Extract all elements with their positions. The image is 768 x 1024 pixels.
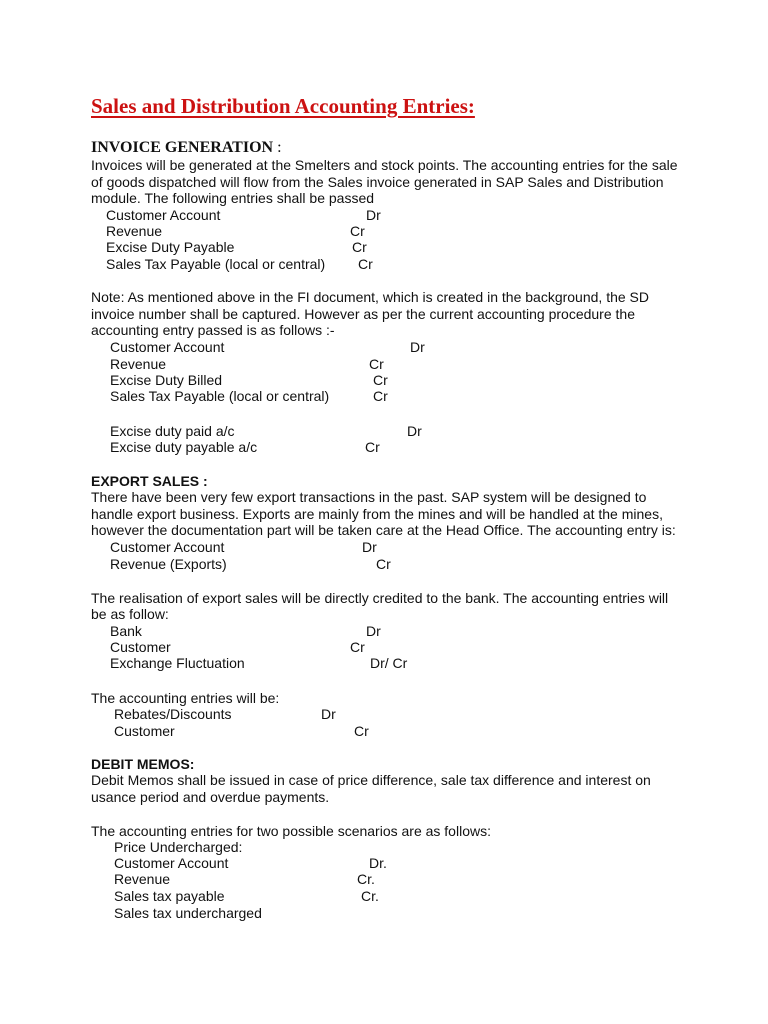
- entry-account: Revenue: [114, 871, 171, 887]
- entry-account: Bank: [110, 623, 142, 639]
- paragraph-line: module. The following entries shall be passed: [91, 190, 375, 206]
- entry-type: Dr: [366, 623, 381, 639]
- paragraph-line: usance period and overdue payments.: [91, 789, 330, 805]
- page-title: Sales and Distribution Accounting Entries:: [91, 94, 475, 118]
- invoice-generation-heading-text: INVOICE GENERATION: [91, 139, 274, 156]
- entry-type: Cr: [373, 388, 388, 404]
- entry-type: Dr: [407, 423, 422, 439]
- entry-account: Exchange Fluctuation: [110, 655, 245, 671]
- entry-account: Excise Duty Payable: [106, 239, 235, 255]
- entry-account: Excise duty payable a/c: [110, 439, 258, 455]
- entry-type: Cr: [376, 556, 391, 572]
- entry-account: Revenue: [106, 223, 163, 239]
- entry-type: Dr: [410, 339, 425, 355]
- note-line: accounting entry passed is as follows :-: [91, 322, 335, 338]
- entry-type: Dr.: [369, 855, 387, 871]
- entry-account: Sales Tax Payable (local or central): [110, 388, 330, 404]
- entry-type: Cr: [358, 256, 373, 272]
- entry-type: Cr: [369, 356, 384, 372]
- entry-account: Rebates/Discounts: [114, 706, 232, 722]
- entry-type: Cr.: [357, 871, 375, 887]
- paragraph-line: be as follow:: [91, 606, 169, 622]
- entry-account: Customer: [110, 639, 171, 655]
- entry-type: Dr: [321, 706, 336, 722]
- paragraph-line: Debit Memos shall be issued in case of price difference, sale tax difference and interest on: [91, 772, 651, 788]
- paragraph-line: handle export business. Exports are mainly from the mines and will be handled at the mines,: [91, 506, 663, 522]
- entry-account: Excise Duty Billed: [110, 372, 223, 388]
- note-line: Note: As mentioned above in the FI document, which is created in the background, the SD: [91, 289, 649, 305]
- section-heading-export-sales: EXPORT SALES :: [91, 473, 208, 489]
- entry-type: Dr/ Cr: [370, 655, 408, 671]
- entry-type: Cr: [352, 239, 367, 255]
- note-line: invoice number shall be captured. However as per the current accounting procedure the: [91, 306, 635, 322]
- paragraph-line: Invoices will be generated at the Smelters and stock points. The accounting entries for the sale: [91, 157, 678, 173]
- entry-account: Excise duty paid a/c: [110, 423, 235, 439]
- entry-account: Customer Account: [114, 855, 229, 871]
- entry-type: Cr: [350, 639, 365, 655]
- entry-account: Customer Account: [110, 539, 225, 555]
- entry-account: Sales tax payable: [114, 888, 225, 904]
- entry-account: Revenue (Exports): [110, 556, 227, 572]
- paragraph-line: The accounting entries for two possible scenarios are as follows:: [91, 823, 491, 839]
- section-heading-invoice-generation: [91, 139, 282, 157]
- entry-account: Sales Tax Payable (local or central): [106, 256, 326, 272]
- entry-account: Customer Account: [106, 207, 221, 223]
- entry-type: Dr: [362, 539, 377, 555]
- entry-account: Revenue: [110, 356, 167, 372]
- section-heading-debit-memos: DEBIT MEMOS:: [91, 756, 195, 772]
- paragraph-line: however the documentation part will be taken care at the Head Office. The accounting entry is:: [91, 522, 676, 538]
- entry-type: Cr: [354, 723, 369, 739]
- entry-account: Customer: [114, 723, 175, 739]
- paragraph-line: of goods dispatched will flow from the Sales invoice generated in SAP Sales and Distribution: [91, 174, 664, 190]
- entry-type: Cr.: [361, 888, 379, 904]
- paragraph-line: The realisation of export sales will be directly credited to the bank. The accounting entries will: [91, 590, 669, 606]
- entry-type: Cr: [350, 223, 365, 239]
- entry-type: Cr: [373, 372, 388, 388]
- entry-account: Customer Account: [110, 339, 225, 355]
- scenario-label: Price Undercharged:: [114, 839, 243, 855]
- entry-type: Dr: [366, 207, 381, 223]
- invoice-generation-heading-colon: :: [273, 139, 282, 156]
- paragraph-line: The accounting entries will be:: [91, 690, 280, 706]
- entry-type: Cr: [365, 439, 380, 455]
- paragraph-line: There have been very few export transactions in the past. SAP system will be designed to: [91, 489, 647, 505]
- entry-account: Sales tax undercharged: [114, 905, 262, 921]
